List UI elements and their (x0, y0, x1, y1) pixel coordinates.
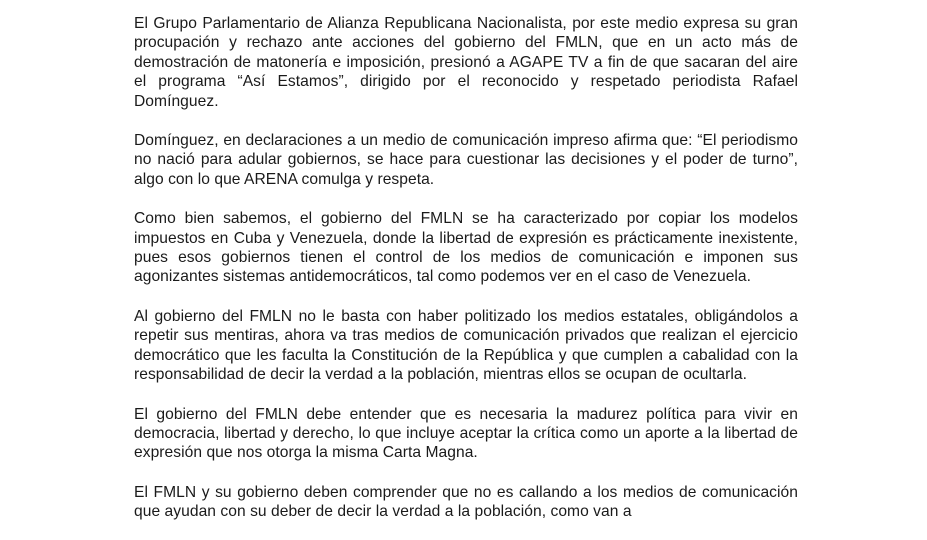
paragraph-2: Domínguez, en declaraciones a un medio de comunicación impreso afirma que: “El periodismo no nació para adular gobiernos, se hace para cuestionar las decisiones y el poder de turno”, algo con lo que ARENA comulga y respeta. (134, 132, 798, 188)
paragraph-6: El FMLN y su gobierno deben comprender que no es callando a los medios de comunicación que ayudan con su deber de decir la verdad a la población, como van a (134, 483, 798, 521)
paragraph-1: El Grupo Parlamentario de Alianza Republicana Nacionalista, por este medio expresa su gran procupación y rechazo ante acciones del gobierno del FMLN, que en un acto más de demostración de matonería e imposición, presionó a AGAPE TV a fin de que sacaran del aire el programa “Así Estamos”, dirigido por el reconocido y respetado periodista Rafael Domínguez. (134, 15, 798, 110)
document-body (134, 14, 798, 540)
paragraph-3: Como bien sabemos, el gobierno del FMLN se ha caracterizado por copiar los modelos impuestos en Cuba y Venezuela, donde la libertad de expresión es prácticamente inexistente, pues esos gobiernos tienen el control de los medios de comunicación e imponen sus agonizantes sistemas antidemocráticos, tal como podemos ver en el caso de Venezuela. (134, 210, 798, 286)
paragraph-5: El gobierno del FMLN debe entender que es necesaria la madurez política para vivir en democracia, libertad y derecho, lo que incluye aceptar la crítica como un aporte a la libertad de expresión que nos otorga la misma Carta Magna. (134, 405, 798, 462)
paragraph-4: Al gobierno del FMLN no le basta con haber politizado los medios estatales, obligándolos a repetir sus mentiras, ahora va tras medios de comunicación privados que realizan el ejercicio democrático que les faculta la Constitución de la República y que cumplen a cabalidad con la responsabilidad de decir la verdad a la población, mientras ellos se ocupan de ocultarla. (134, 307, 798, 384)
